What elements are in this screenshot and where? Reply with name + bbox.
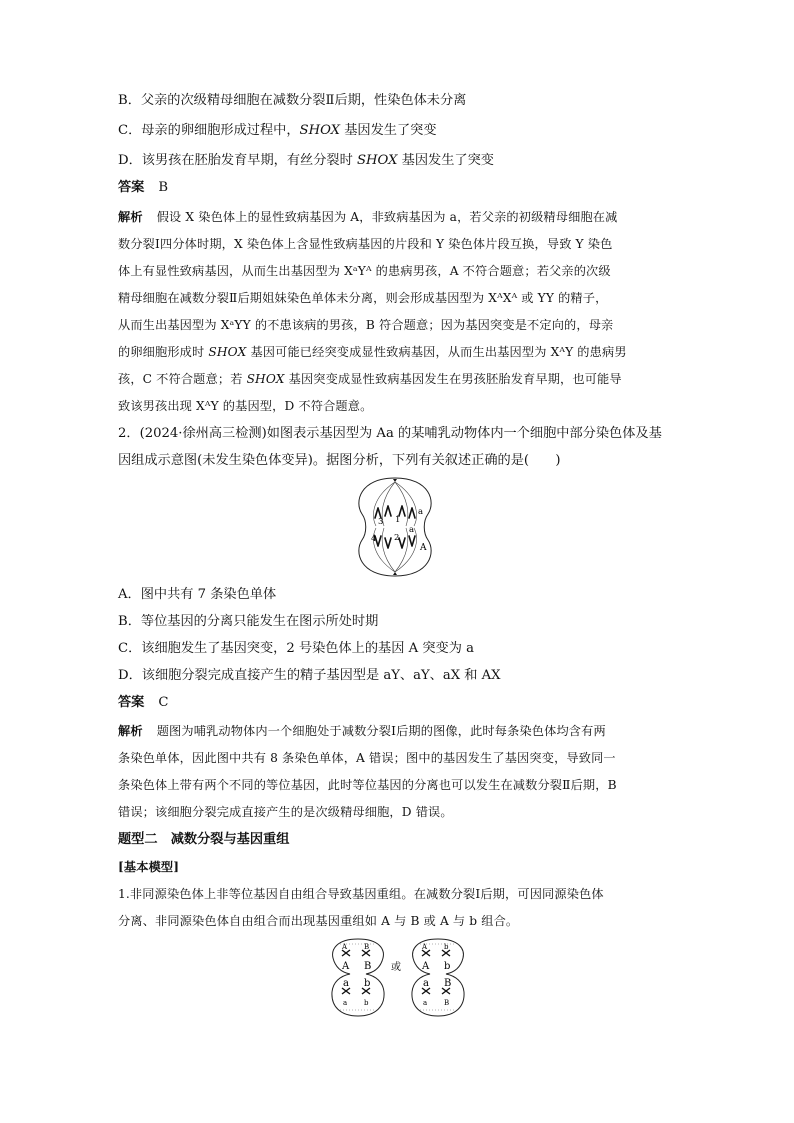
q1-analysis-7b: 基因突变成显性致病基因发生在男孩胚胎发育早期，也可能导 <box>284 372 622 386</box>
q1-analysis-line-4: 精母细胞在减数分裂Ⅱ后期姐妹染色单体未分离，则会形成基因型为 XᴬXᴬ 或 YY 的精子， <box>118 291 608 305</box>
q1-answer <box>118 177 678 199</box>
cell-division-figure <box>352 474 438 580</box>
q2-answer <box>118 692 678 714</box>
fig2-left-bottom-small-1: a <box>343 999 348 1007</box>
q1-option-c-text-end: 基因发生了突变 <box>340 123 437 138</box>
fig-label-3: 3 <box>378 517 384 527</box>
q1-analysis-line-6 <box>118 341 678 363</box>
q2-analysis-line-3: 条染色体上带有两个不同的等位基因，此时等位基因的分离也可以发生在减数分裂Ⅱ后期，B <box>118 778 617 792</box>
q2-stem-line-1: 2．(2024·徐州高三检测)如图表示基因型为 Aa 的某哺乳动物体内一个细胞中部分染色体及基 <box>118 426 662 441</box>
section-subtitle: [基本模型] <box>118 860 180 874</box>
q2-answer-label: 答案 <box>118 695 145 710</box>
q1-analysis-line-5: 从而生出基因型为 XᵃYY 的不患该病的男孩，B 符合题意；因为基因突变是不定向的，母亲 <box>118 318 614 332</box>
q2-analysis-line-4: 错误；该细胞分裂完成直接产生的是次级精母细胞，D 错误。 <box>118 805 453 819</box>
q2-option-d: D．该细胞分裂完成直接产生的精子基因型是 aY、aY、aX 和 AX <box>118 668 501 683</box>
section-paragraph-line-1: 1.非同源染色体上非等位基因自由组合导致基因重组。在减数分裂Ⅰ后期，可因同源染色体 <box>118 887 604 901</box>
fig-label-1: 1 <box>395 515 401 525</box>
q1-analysis-6-gene: SHOX <box>208 345 247 359</box>
q1-answer-value: B <box>158 180 169 195</box>
q1-answer-label: 答案 <box>118 180 145 195</box>
q1-option-d-gene: SHOX <box>356 153 398 168</box>
q2-analysis-line-1 <box>118 720 678 742</box>
fig2-left-bottom-1: a <box>343 978 349 989</box>
q1-option-c-gene: SHOX <box>299 123 341 138</box>
fig2-right-bottom-2: B <box>444 978 452 989</box>
q1-option-d-text: D．该男孩在胚胎发育早期，有丝分裂时 <box>118 153 357 168</box>
fig-label-a-mid: a <box>409 525 415 535</box>
q1-analysis-6b: 基因可能已经突变成显性致病基因，从而生出基因型为 XᴬY 的患病男 <box>246 345 627 359</box>
q1-analysis-line-8: 致该男孩出现 XᴬY 的基因型，D 不符合题意。 <box>118 399 373 413</box>
section-title: 题型二 减数分裂与基因重组 <box>118 832 290 847</box>
fig2-right-top-2: b <box>444 961 451 972</box>
q1-analysis-line-3: 体上有显性致病基因，从而生出基因型为 XᵃYᴬ 的患病男孩，A 不符合题意；若父亲的次级 <box>118 264 611 278</box>
fig2-right-bottom-small-1: a <box>423 999 428 1007</box>
q1-analysis-label: 解析 <box>118 210 143 224</box>
fig2-left-bottom-2: b <box>364 978 371 989</box>
fig2-right-bottom-small-2: B <box>444 999 450 1007</box>
q2-stem-line-2: 因组成示意图(未发生染色体变异)。据图分析，下列有关叙述正确的是( ) <box>118 453 561 468</box>
q1-option-b: B．父亲的次级精母细胞在减数分裂Ⅱ后期，性染色体未分离 <box>118 93 467 108</box>
fig2-right-top-small-1: A <box>422 943 428 951</box>
q2-option-b: B．等位基因的分离只能发生在图示所处时期 <box>118 614 379 629</box>
fig2-right-bottom-1: a <box>423 978 429 989</box>
q2-analysis-line-2: 条染色单体，因此图中共有 8 条染色单体，A 错误；图中的基因发生了基因突变，导致同一 <box>118 751 616 765</box>
recombination-figure <box>328 936 472 1018</box>
fig2-left-top-small-2: B <box>364 943 370 951</box>
fig2-left-top-2: B <box>364 961 372 972</box>
q2-answer-value: C <box>158 695 169 710</box>
q1-option-c-text: C．母亲的卵细胞形成过程中， <box>118 123 300 138</box>
fig-label-2: 2 <box>394 533 400 543</box>
q1-analysis-line-1 <box>118 206 678 228</box>
q1-option-d <box>118 150 678 172</box>
q1-analysis-text-1: 假设 X 染色体上的显性致病基因为 A，非致病基因为 a，若父亲的初级精母细胞在减 <box>156 210 618 224</box>
fig2-or-label: 或 <box>391 962 401 973</box>
fig2-left-top-small-1: A <box>342 943 348 951</box>
q2-option-c: C．该细胞发生了基因突变，2 号染色体上的基因 A 突变为 a <box>118 641 474 656</box>
fig-label-A: A <box>420 543 427 553</box>
q2-option-a: A．图中共有 7 条染色单体 <box>118 587 277 602</box>
fig2-right-top-1: A <box>422 961 430 972</box>
fig2-left-top-1: A <box>342 961 350 972</box>
fig2-right-top-small-2: b <box>444 943 449 951</box>
q2-analysis-label: 解析 <box>118 724 143 738</box>
q1-analysis-6a: 的卵细胞形成时 <box>118 345 209 359</box>
q1-option-d-text-end: 基因发生了突变 <box>397 153 494 168</box>
q1-analysis-7a: 孩，C 不符合题意；若 <box>118 372 247 386</box>
section-paragraph-line-2: 分离、非同源染色体自由组合而出现基因重组如 A 与 B 或 A 与 b 组合。 <box>118 914 519 928</box>
fig-label-a-top: a <box>418 507 424 517</box>
q1-analysis-line-7 <box>118 368 678 390</box>
fig2-left-bottom-small-2: b <box>364 999 369 1007</box>
fig-label-4: 4 <box>371 534 377 544</box>
q1-analysis-7-gene: SHOX <box>246 372 285 386</box>
q1-analysis-line-2: 数分裂Ⅰ四分体时期，X 染色体上含显性致病基因的片段和 Y 染色体片段互换，导致 Y 染色 <box>118 237 613 251</box>
q2-analysis-text-1: 题图为哺乳动物体内一个细胞处于减数分裂Ⅰ后期的图像，此时每条染色体均含有两 <box>156 724 606 738</box>
q1-option-c <box>118 120 678 142</box>
